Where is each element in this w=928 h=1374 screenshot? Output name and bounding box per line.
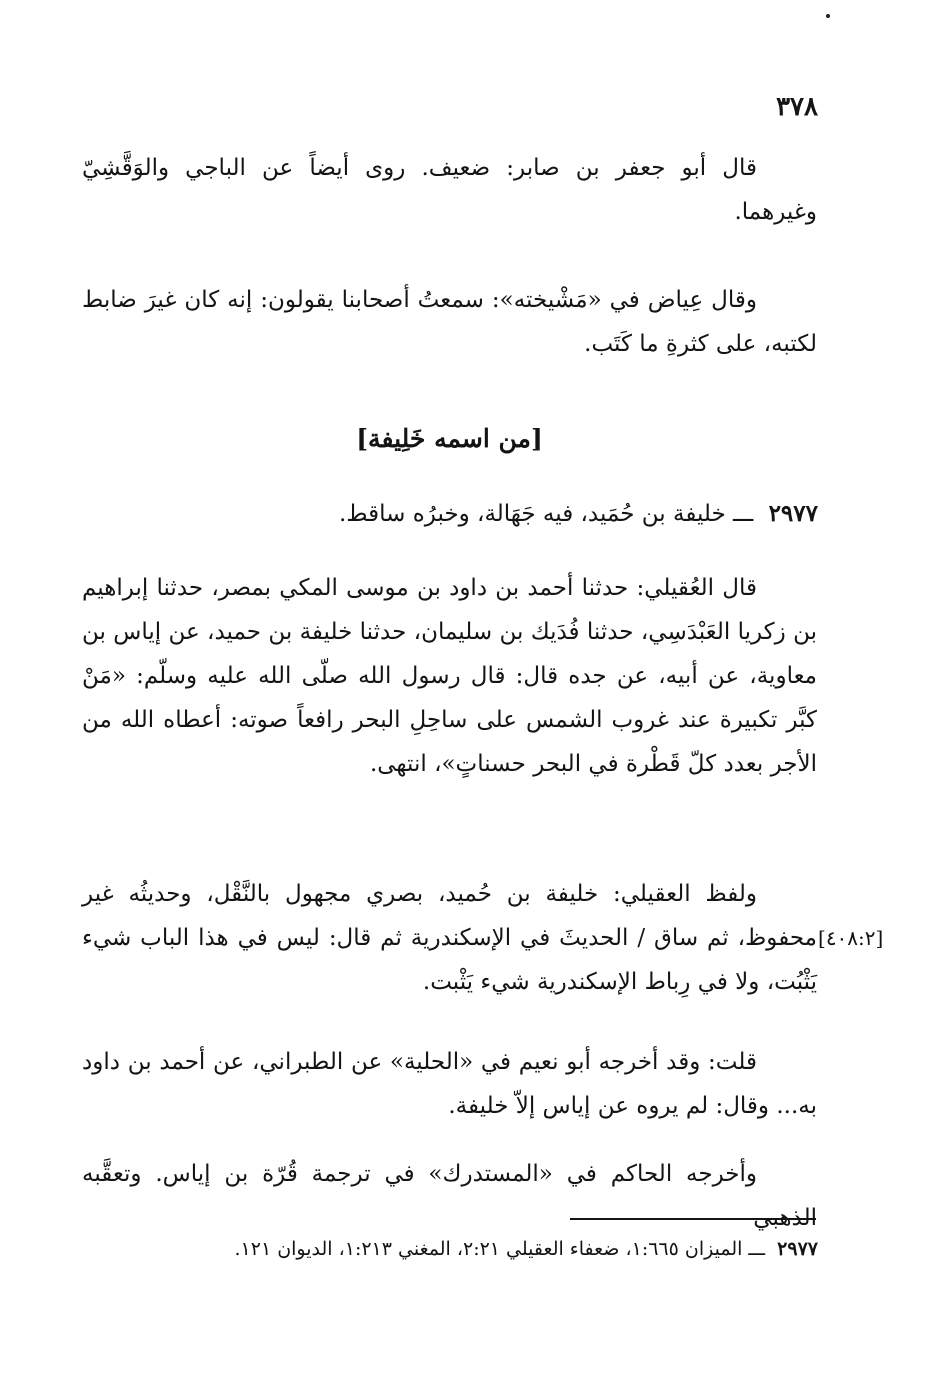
paragraph-text: قال العُقيلي: حدثنا أحمد بن داود بن موسى المكي بمصر، حدثنا إبراهيم بن زكريا العَبْدَسِي، حدثنا فُدَيك بن سليمان، حدثنا خليفة بن حميد، عن إياس بن معاوية، عن أبيه، عن جده قال: قال رسول الله صلّى الله عليه وسلّم: «مَنْ كبَّر تكبيرة عند غروب الشمس على ساحِلِ البحر رافعاً صوته: أعطاه الله من الأجر بعدد كلّ قَطْرة في البحر حسناتٍ»، انتهى. xyxy=(82,575,817,777)
page-number: ٣٧٨ xyxy=(776,92,818,122)
footnote xyxy=(118,1234,818,1264)
paragraph-hakim xyxy=(82,1152,817,1240)
paragraph-iyad xyxy=(82,278,817,366)
entry-number: ٢٩٧٧ xyxy=(768,500,818,527)
paragraph-text: ولفظ العقيلي: خليفة بن حُميد، بصري مجهول بالنَّقْل، وحديثُه غير محفوظ، ثم ساق / الحديثَ في الإسكندرية ثم قال: ليس في هذا الباب شيء يَثْبُت، ولا في رِباط الإسكندرية شيء يَثْبت. xyxy=(82,881,817,995)
scan-speck xyxy=(826,14,830,18)
paragraph-uqayli-hadith xyxy=(82,566,817,786)
paragraph-abu-nuaym xyxy=(82,1040,817,1128)
paragraph-text: وقال عِياض في «مَشْيخته»: سمعتُ أصحابنا يقولون: إنه كان غيرَ ضابط لكتبه، على كثرةِ ما كَتَب. xyxy=(82,287,817,357)
biography-entry xyxy=(339,500,818,527)
footnote-text: ـــ الميزان ١:٦٦٥، ضعفاء العقيلي ٢:٢١، المغني ١:٢١٣، الديوان ١٢١. xyxy=(234,1238,766,1260)
section-heading: [من اسمه خَلِيفة] xyxy=(356,424,543,453)
entry-text: ـــ خليفة بن حُمَيد، فيه جَهَالة، وخبرُه ساقط. xyxy=(338,501,754,527)
paragraph-text: وأخرجه الحاكم في «المستدرك» في ترجمة قُرّة بن إياس. وتعقَّبه الذهبي xyxy=(82,1161,817,1231)
margin-reference: [٤٠٨:٢] xyxy=(818,926,884,950)
footnote-divider xyxy=(570,1218,816,1220)
paragraph-abu-jafar xyxy=(82,146,817,234)
paragraph-uqayli-wording xyxy=(82,872,817,1004)
paragraph-text: قال أبو جعفر بن صابر: ضعيف. روى أيضاً عن الباجي والوَقَّشِيّ وغيرهما. xyxy=(82,155,817,225)
paragraph-text: قلت: وقد أخرجه أبو نعيم في «الحلية» عن الطبراني، عن أحمد بن داود به... وقال: لم يروه عن إياس إلاّ خليفة. xyxy=(82,1049,817,1119)
footnote-number: ٢٩٧٧ xyxy=(777,1238,818,1260)
